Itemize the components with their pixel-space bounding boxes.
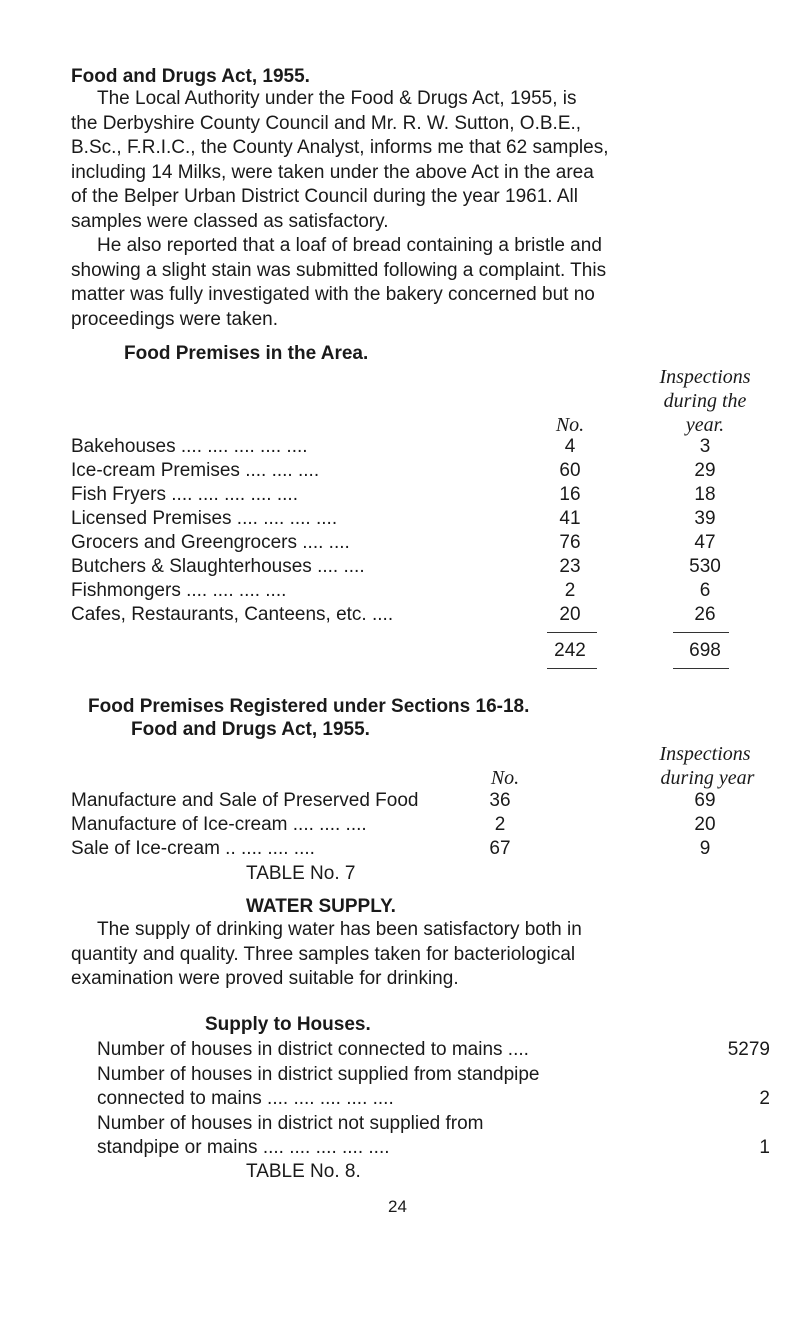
supply-line-3b: standpipe or mains .... .... .... .... .... <box>97 1137 390 1158</box>
registered-col-no: No. <box>490 767 520 789</box>
registered-no: 2 <box>494 814 506 835</box>
registered-no: 36 <box>489 790 511 811</box>
premises-insp: 29 <box>694 460 716 481</box>
premises-no: 16 <box>559 484 581 505</box>
premises-heading: Food Premises in the Area. <box>124 343 369 364</box>
para1-line: The Local Authority under the Food & Drugs Act, 1955, is <box>97 88 577 109</box>
registered-insp: 9 <box>699 838 711 859</box>
para1-line: samples were classed as satisfactory. <box>71 210 389 232</box>
premises-col-insp-3: year. <box>685 414 725 436</box>
premises-no: 76 <box>559 532 581 553</box>
supply-value-2: 2 <box>759 1088 770 1109</box>
registered-name: Sale of Ice-cream .. .... .... .... <box>71 838 315 859</box>
para1-line: including 14 Milks, were taken under the above Act in the area <box>71 161 594 183</box>
food-drugs-heading: Food and Drugs Act, 1955. <box>71 66 310 87</box>
para2-line: matter was fully investigated with the bakery concerned but no <box>71 284 595 305</box>
total-underline-no <box>547 668 597 669</box>
premises-insp: 39 <box>694 508 716 529</box>
para2-line: proceedings were taken. <box>71 308 279 330</box>
premises-insp: 26 <box>694 604 716 625</box>
table-row <box>71 604 771 628</box>
table-row <box>71 790 771 814</box>
supply-line-1: Number of houses in district connected to mains .... <box>97 1039 529 1060</box>
registered-heading-2: Food and Drugs Act, 1955. <box>131 719 370 740</box>
premises-name: Fish Fryers .... .... .... .... .... <box>71 484 298 505</box>
supply-value-1: 5279 <box>727 1039 770 1060</box>
premises-no: 20 <box>559 604 581 625</box>
registered-insp: 20 <box>694 814 716 835</box>
premises-insp: 530 <box>689 556 721 577</box>
table-7-label: TABLE No. 7 <box>246 863 356 884</box>
premises-no: 60 <box>559 460 581 481</box>
supply-line-2b: connected to mains .... .... .... .... .... <box>97 1088 394 1109</box>
water-line: examination were proved suitable for drinking. <box>71 968 459 989</box>
supply-heading: Supply to Houses. <box>205 1014 371 1035</box>
premises-insp: 47 <box>694 532 716 553</box>
table-row <box>71 436 771 460</box>
premises-no: 23 <box>559 556 581 577</box>
premises-col-insp-2: during the <box>663 390 747 412</box>
para1-line: of the Belper Urban District Council during the year 1961. All <box>71 186 578 207</box>
table-row <box>71 460 771 484</box>
table-row <box>71 508 771 532</box>
table-row <box>71 580 771 604</box>
premises-no: 4 <box>564 436 576 457</box>
registered-col-insp-2: during year <box>660 767 755 789</box>
registered-name: Manufacture of Ice-cream .... .... .... <box>71 814 367 835</box>
para1-line: the Derbyshire County Council and Mr. R. W. Sutton, O.B.E., <box>71 112 582 134</box>
table-row <box>71 532 771 556</box>
para2-line: showing a slight stain was submitted following a complaint. This <box>71 259 607 281</box>
premises-name: Grocers and Greengrocers .... .... <box>71 532 350 553</box>
registered-insp: 69 <box>694 790 716 811</box>
table-row <box>71 814 771 838</box>
premises-name: Butchers & Slaughterhouses .... .... <box>71 556 365 577</box>
para2-line: He also reported that a loaf of bread containing a bristle and <box>97 235 602 256</box>
water-line: quantity and quality. Three samples taken for bacteriological <box>71 943 576 965</box>
premises-name: Cafes, Restaurants, Canteens, etc. .... <box>71 604 394 625</box>
premises-no: 41 <box>559 508 581 529</box>
total-insp: 698 <box>689 640 721 661</box>
registered-no: 67 <box>489 838 511 859</box>
premises-name: Fishmongers .... .... .... .... <box>71 580 287 601</box>
water-heading: WATER SUPPLY. <box>246 896 396 917</box>
premises-insp: 18 <box>694 484 716 505</box>
registered-heading-1: Food Premises Registered under Sections 16-18. <box>88 696 530 717</box>
premises-col-insp-1: Inspections <box>659 366 751 388</box>
table-row <box>71 484 771 508</box>
supply-line-3a: Number of houses in district not supplied from <box>97 1112 484 1134</box>
page-number: 24 <box>388 1197 407 1216</box>
total-row <box>71 640 771 664</box>
supply-line-2a: Number of houses in district supplied from standpipe <box>97 1063 540 1085</box>
table-row <box>71 556 771 580</box>
premises-no: 2 <box>564 580 576 601</box>
table-row <box>71 838 771 862</box>
water-line: The supply of drinking water has been satisfactory both in <box>97 919 582 940</box>
total-rule-no <box>547 632 597 633</box>
premises-name: Bakehouses .... .... .... .... .... <box>71 436 308 457</box>
total-rule-insp <box>673 632 729 633</box>
supply-value-3: 1 <box>759 1137 770 1158</box>
premises-col-no: No. <box>555 414 585 436</box>
total-underline-insp <box>673 668 729 669</box>
registered-col-insp-1: Inspections <box>659 743 751 765</box>
para1-line: B.Sc., F.R.I.C., the County Analyst, informs me that 62 samples, <box>71 137 609 158</box>
registered-name: Manufacture and Sale of Preserved Food <box>71 790 419 811</box>
premises-name: Ice-cream Premises .... .... .... <box>71 460 320 481</box>
premises-insp: 6 <box>699 580 711 601</box>
premises-insp: 3 <box>699 436 711 457</box>
premises-name: Licensed Premises .... .... .... .... <box>71 508 338 529</box>
table-8-label: TABLE No. 8. <box>246 1161 361 1182</box>
total-no: 242 <box>554 640 586 661</box>
